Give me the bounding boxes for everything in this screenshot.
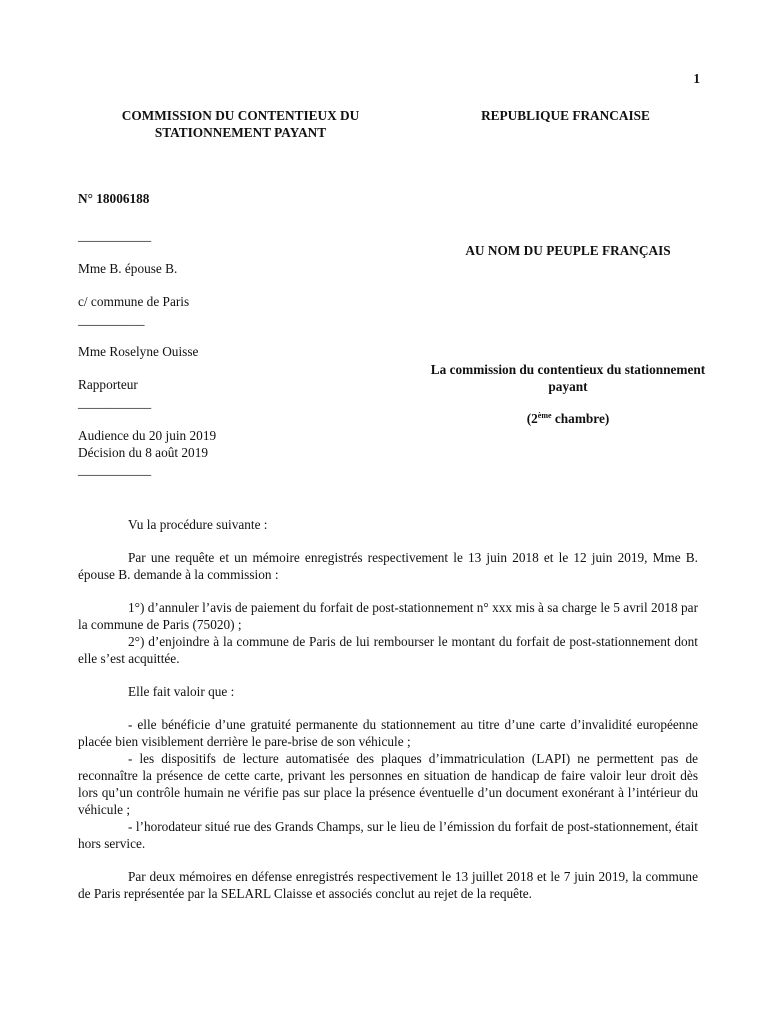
paragraph-arguments-intro: Elle fait valoir que : xyxy=(128,684,235,699)
paragraph-argument-2: - les dispositifs de lecture automatisée des plaques d’immatriculation (LAPI) ne permettent pas de reconnaître la présence de cette carte, privant les personnes en situation de handicap de faire valoir leur droit dès lors qu’un contrôle humain ne vérifie pas sur place la présence éventuelle d’un document exonérant à l’intérieur du véhicule ; xyxy=(78,751,698,817)
paragraph-procedure: Vu la procédure suivante : xyxy=(128,517,268,532)
applicant-name: Mme B. épouse B. xyxy=(78,261,178,276)
paragraph-request: Par une requête et un mémoire enregistrés respectivement le 13 juin 2018 et le 12 juin 2019, Mme B. épouse B. demande à la commission : xyxy=(78,550,698,582)
commission-header xyxy=(78,107,403,141)
chamber-superscript: ème xyxy=(537,411,552,420)
paragraph-argument-1: - elle bénéficie d’une gratuité permanente du stationnement au titre d’une carte d’invalidité européenne placée bien visiblement derrière le pare-brise de son véhicule ; xyxy=(78,717,698,749)
body-section xyxy=(78,516,698,902)
republic-header: REPUBLIQUE FRANCAISE xyxy=(481,108,650,123)
separator-2: __________ xyxy=(78,312,145,327)
commission-title-line2: payant xyxy=(548,379,588,394)
paragraph-argument-3: - l’horodateur situé rue des Grands Champs, sur le lieu de l’émission du forfait de post-stationnement, était hors service. xyxy=(78,819,698,851)
decision-date: Décision du 8 août 2019 xyxy=(78,445,208,460)
chamber-suffix: chambre) xyxy=(551,411,610,426)
paragraph-defense: Par deux mémoires en défense enregistrés respectivement le 13 juillet 2018 et le 7 juin 2019, la commune de Paris représentée par la SELARL Claisse et associés conclut au rejet de la requête. xyxy=(78,869,698,901)
page-number: 1 xyxy=(693,71,700,86)
separator-1: ___________ xyxy=(78,228,152,243)
hearing-date: Audience du 20 juin 2019 xyxy=(78,428,217,443)
chamber-label xyxy=(428,411,708,427)
rapporteur-name: Mme Roselyne Ouisse xyxy=(78,344,199,359)
people-heading: AU NOM DU PEUPLE FRANÇAIS xyxy=(465,243,671,258)
commission-header-line2: STATIONNEMENT PAYANT xyxy=(154,125,327,140)
separator-3: ___________ xyxy=(78,395,152,410)
case-number: N° 18006188 xyxy=(78,191,150,206)
commission-title xyxy=(400,361,736,395)
paragraph-claim-2: 2°) d’enjoindre à la commune de Paris de lui rembourser le montant du forfait de post-stationnement dont elle s’est acquittée. xyxy=(78,634,698,666)
chamber-prefix: (2 xyxy=(526,411,538,426)
commission-header-line1: COMMISSION DU CONTENTIEUX DU xyxy=(121,108,360,123)
separator-4: ___________ xyxy=(78,462,152,477)
commission-title-line1: La commission du contentieux du stationnement xyxy=(430,362,706,377)
rapporteur-role: Rapporteur xyxy=(78,377,138,392)
paragraph-claim-1: 1°) d’annuler l’avis de paiement du forfait de post-stationnement n° xxx mis à sa charge le 5 avril 2018 par la commune de Paris (75020) ; xyxy=(78,600,698,632)
defendant-name: c/ commune de Paris xyxy=(78,294,190,309)
